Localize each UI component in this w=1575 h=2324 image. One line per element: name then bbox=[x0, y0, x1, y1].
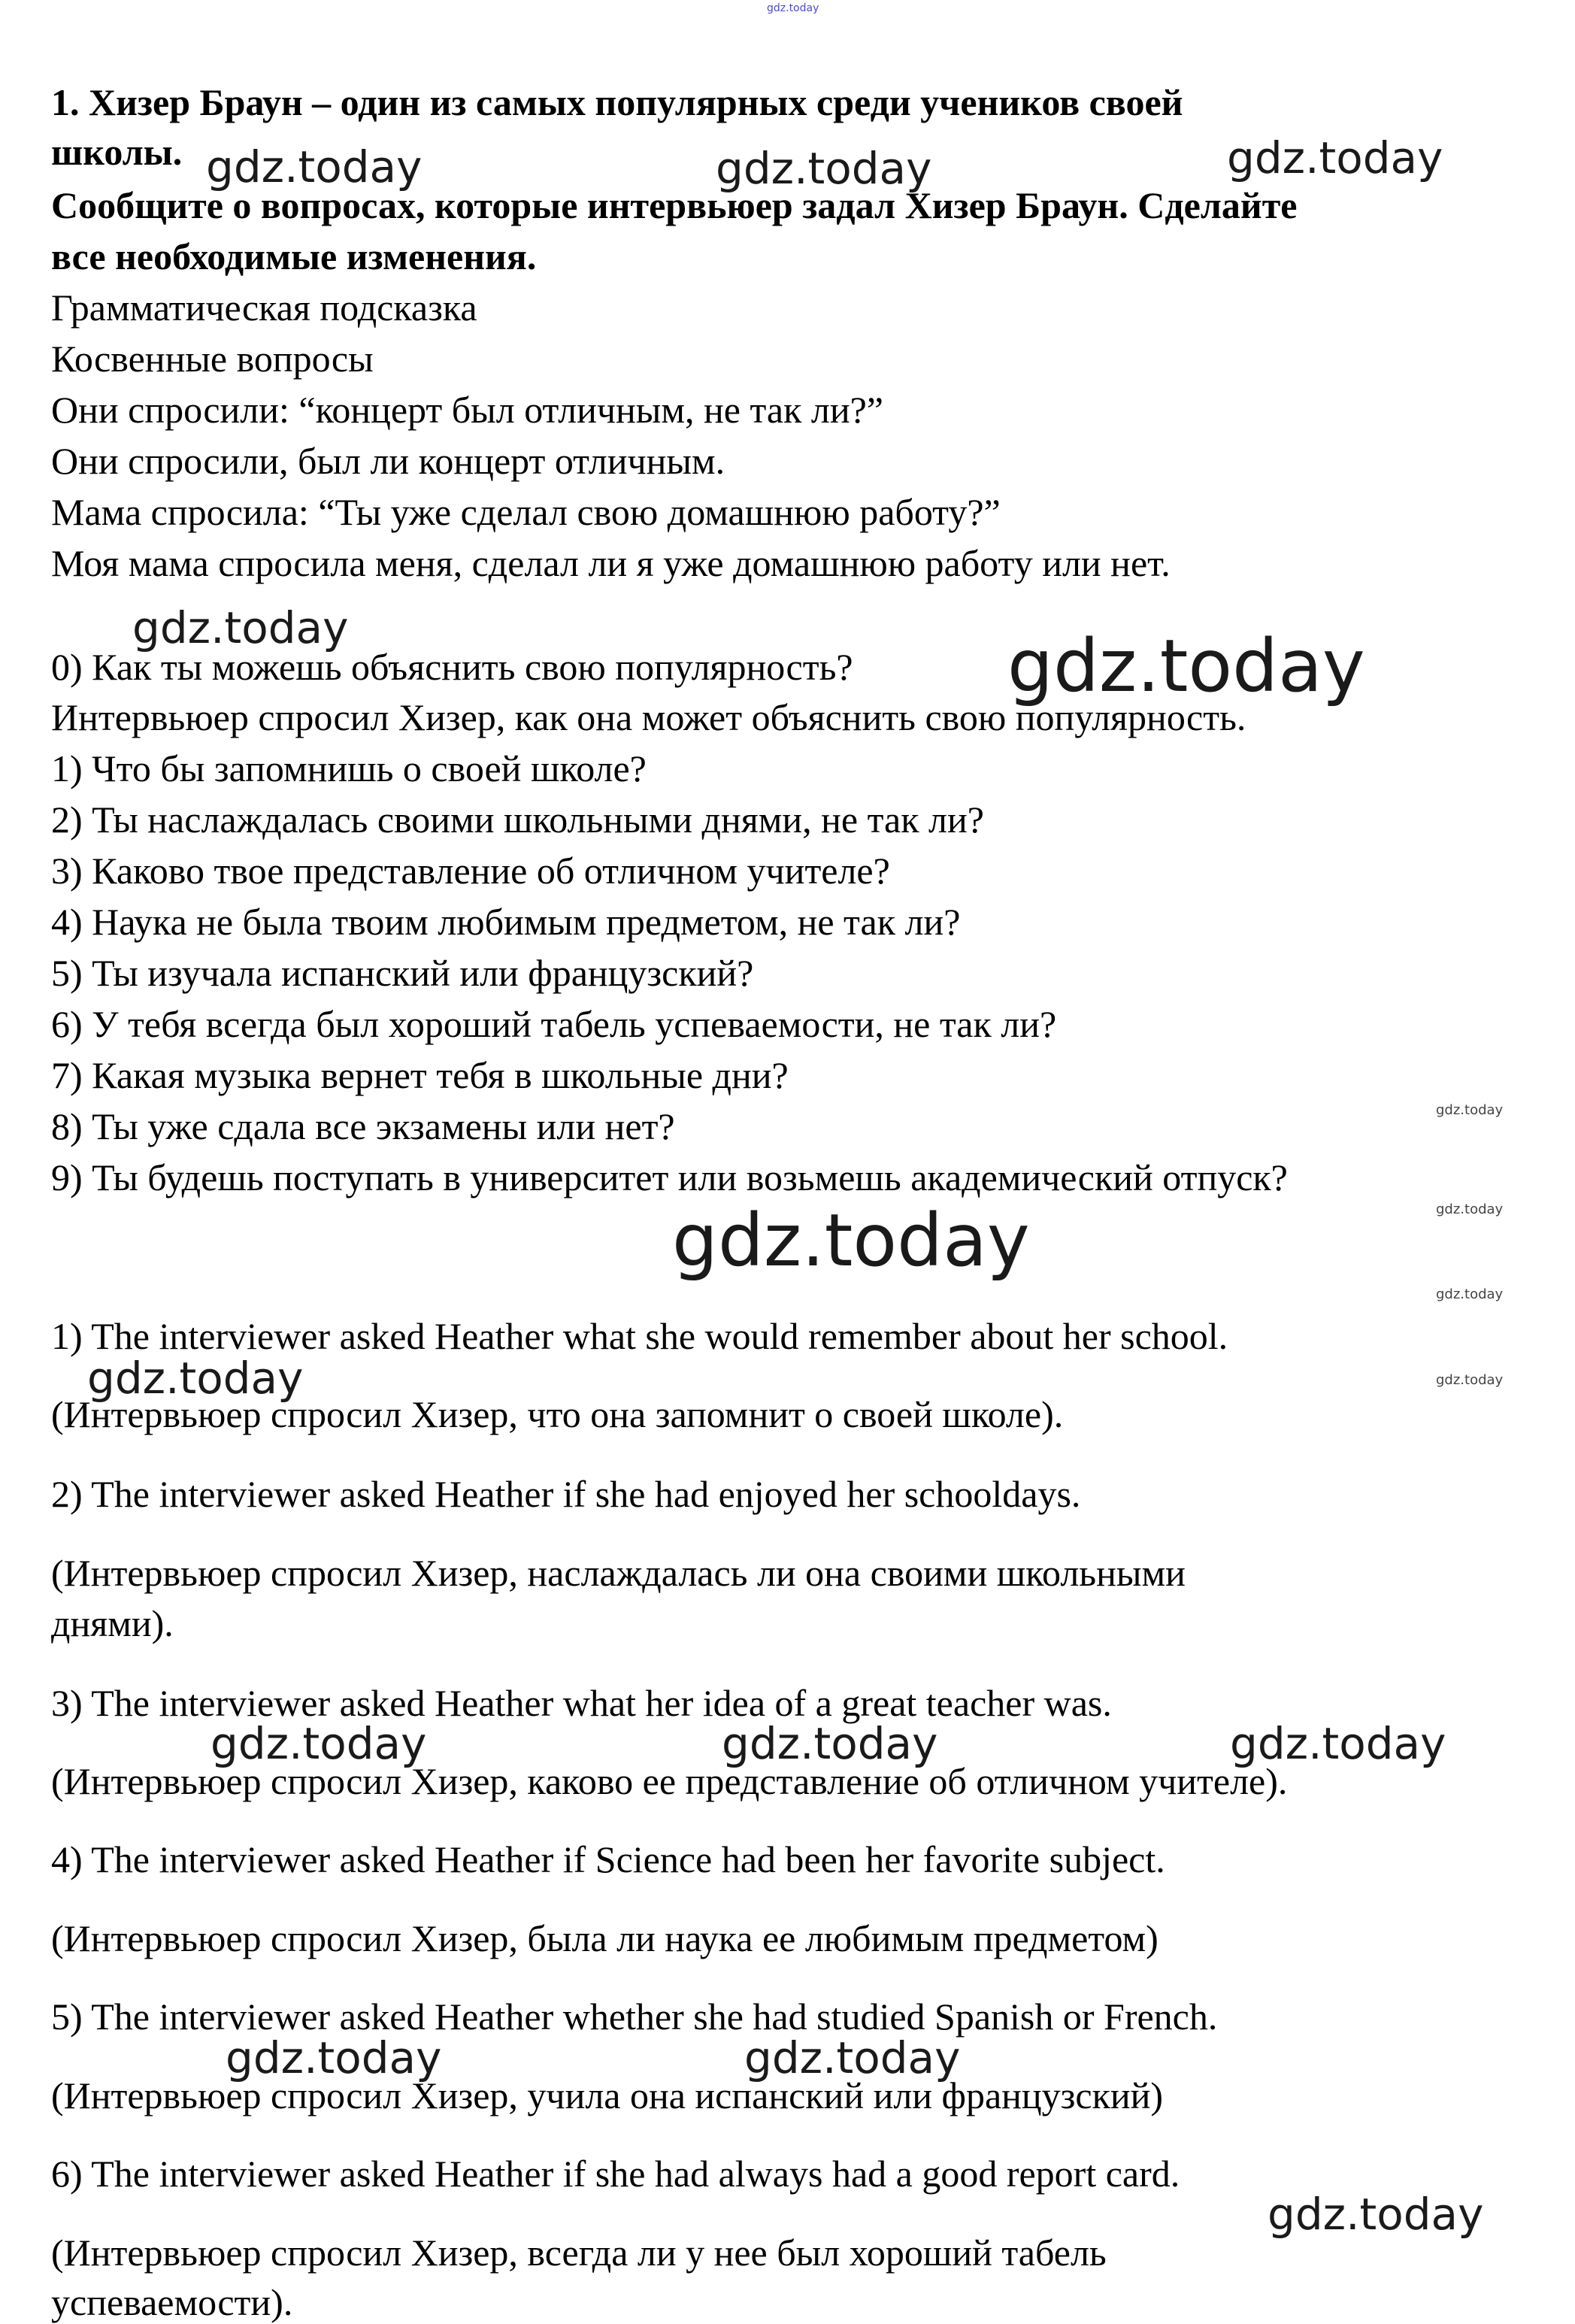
watermark-small: gdz.today bbox=[1436, 1201, 1504, 1217]
exercise-title-cont: школы. bbox=[51, 131, 183, 173]
watermark-small: gdz.today bbox=[1436, 1102, 1504, 1118]
question-item: 1) Что бы запомнишь о своей школе? bbox=[51, 747, 647, 789]
watermark: gdz.today bbox=[206, 141, 423, 192]
answer-russian: (Интервьюер спросил Хизер, учила она испанский или французский) bbox=[51, 2074, 1164, 2116]
task-instruction-cont: все необходимые изменения. bbox=[51, 235, 537, 277]
watermark: gdz.today bbox=[132, 602, 349, 653]
question-item: 9) Ты будешь поступать в университет или возьмешь академический отпуск? bbox=[51, 1156, 1288, 1198]
question-item: Интервьюер спросил Хизер, как она может объяснить свою популярность. bbox=[51, 696, 1246, 738]
answer-russian: (Интервьюер спросил Хизер, была ли наука ее любимым предметом) bbox=[51, 1917, 1159, 1959]
answer-russian-cont: днями). bbox=[51, 1602, 174, 1644]
watermark: gdz.today bbox=[211, 1718, 427, 1769]
grammar-example: Они спросили: “концерт был отличным, не так ли?” bbox=[51, 389, 883, 431]
watermark: gdz.today bbox=[1230, 1718, 1446, 1769]
question-item: 5) Ты изучала испанский или французский? bbox=[51, 952, 754, 994]
watermark: gdz.today bbox=[87, 1353, 304, 1404]
grammar-example: Мама спросила: “Ты уже сделал свою домашнюю работу?” bbox=[51, 491, 1001, 533]
answer-russian: (Интервьюер спросил Хизер, всегда ли у нее был хороший табель bbox=[51, 2232, 1107, 2274]
watermark-large: gdz.today bbox=[1007, 624, 1365, 708]
watermark-small: gdz.today bbox=[1436, 1286, 1504, 1302]
task-instruction: Сообщите о вопросах, которые интервьюер задал Хизер Браун. Сделайте bbox=[51, 184, 1298, 226]
answer-english: 5) The interviewer asked Heather whether she had studied Spanish or French. bbox=[51, 1995, 1218, 2038]
answer-russian: (Интервьюер спросил Хизер, наслаждалась ли она своими школьными bbox=[51, 1552, 1186, 1594]
grammar-example: Моя мама спросила меня, сделал ли я уже домашнюю работу или нет. bbox=[51, 542, 1171, 584]
grammar-hint-title: Грамматическая подсказка bbox=[51, 286, 477, 329]
answer-english: 4) The interviewer asked Heather if Science had been her favorite subject. bbox=[51, 1838, 1165, 1880]
answer-russian-cont: успеваемости). bbox=[51, 2281, 293, 2323]
answer-russian: (Интервьюер спросил Хизер, что она запомнит о своей школе). bbox=[51, 1393, 1064, 1435]
watermark-top: gdz.today bbox=[767, 2, 819, 14]
watermark: gdz.today bbox=[1268, 2189, 1484, 2240]
answer-english: 1) The interviewer asked Heather what she would remember about her school. bbox=[51, 1315, 1228, 1357]
question-item: 8) Ты уже сдала все экзамены или нет? bbox=[51, 1105, 675, 1147]
question-item: 4) Наука не была твоим любимым предметом, не так ли? bbox=[51, 901, 961, 943]
exercise-title: 1. Хизер Браун – один из самых популярных среди учеников своей bbox=[51, 81, 1183, 123]
answer-english: 6) The interviewer asked Heather if she had always had a good report card. bbox=[51, 2153, 1180, 2195]
question-item: 3) Каково твое представление об отличном учителе? bbox=[51, 850, 890, 892]
question-item: 2) Ты наслаждалась своими школьными днями, не так ли? bbox=[51, 798, 984, 841]
watermark-large: gdz.today bbox=[672, 1198, 1030, 1283]
question-item: 0) Как ты можешь объяснить свою популярность? bbox=[51, 646, 853, 688]
question-item: 7) Какая музыка вернет тебя в школьные дни? bbox=[51, 1054, 789, 1096]
question-item: 6) У тебя всегда был хороший табель успеваемости, не так ли? bbox=[51, 1003, 1057, 1045]
grammar-example: Они спросили, был ли концерт отличным. bbox=[51, 440, 725, 482]
grammar-topic: Косвенные вопросы bbox=[51, 338, 374, 380]
watermark: gdz.today bbox=[226, 2032, 442, 2083]
answer-english: 2) The interviewer asked Heather if she had enjoyed her schooldays. bbox=[51, 1473, 1081, 1515]
watermark-small: gdz.today bbox=[1436, 1372, 1504, 1388]
watermark: gdz.today bbox=[722, 1718, 938, 1769]
watermark: gdz.today bbox=[716, 143, 932, 194]
answer-russian: (Интервьюер спросил Хизер, каково ее представление об отличном учителе). bbox=[51, 1760, 1288, 1802]
answer-english: 3) The interviewer asked Heather what her idea of a great teacher was. bbox=[51, 1682, 1112, 1724]
watermark: gdz.today bbox=[1227, 132, 1443, 183]
watermark: gdz.today bbox=[744, 2032, 961, 2083]
